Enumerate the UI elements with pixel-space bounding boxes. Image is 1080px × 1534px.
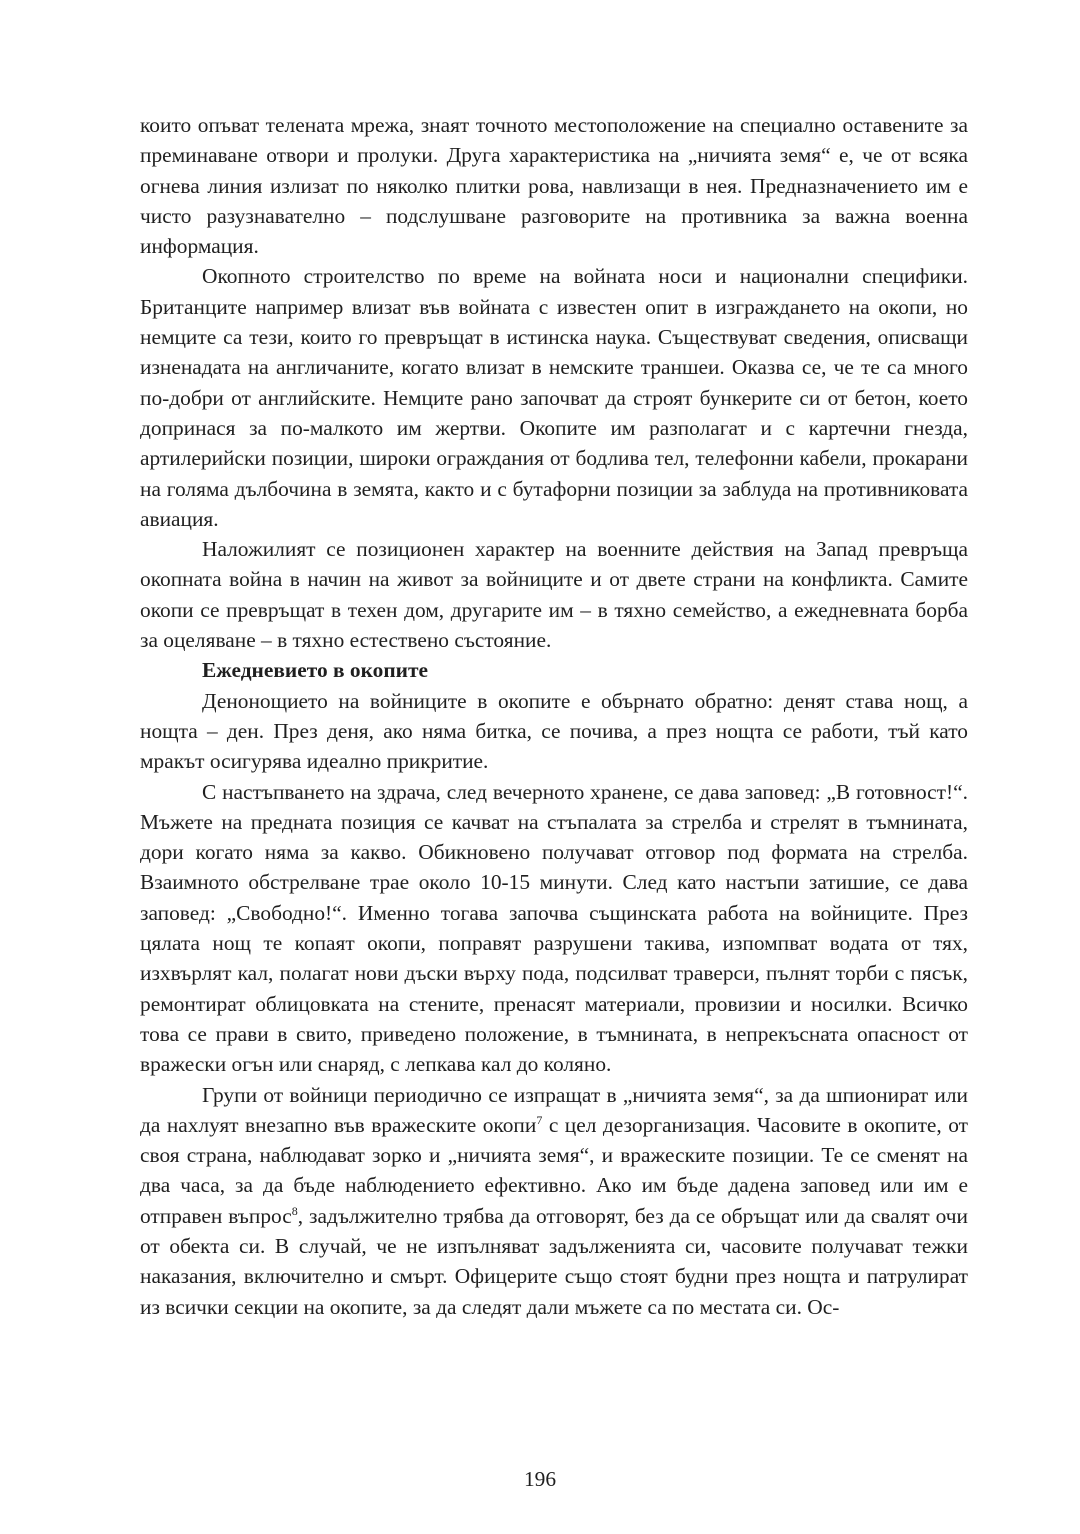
paragraph-6-part-1: Групи от войници периодично се изпращат в „ничията земя“, за да шпионират или да нахлуят внезапно във вражеските окопи [140, 1082, 968, 1137]
paragraph-5: С настъпването на здрача, след вечерното хранене, се дава заповед: „В готовност!“. Мъжете на предната позиция се качват на стъпалата за стрелба и стрелят в тъмнината, дори когато няма за какво. Обикновено получават отговор под формата на стрелба. Взаимното обстрелване трае около 10-15 минути. След като настъпи затишие, се дава заповед: „Свободно!“. Именно тогава започва същинската работа на войниците. През цялата нощ те копаят окопи, поправят разрушени такива, изпомпват водата от тях, изхвърлят кал, полагат нови дъски върху пода, подсилват траверси, пълнят торби с пясък, ремонтират облицовката на стените, пренасят материали, провизии и носилки. Всичко това се прави в свито, приведено положение, в тъмнината, в непрекъсната опасност от вражески огън или снаряд, с лепкава кал до коляно. [140, 779, 968, 1077]
paragraph-6-part-3: , задължително трябва да отговорят, без да се обръщат или да свалят очи от обекта си. В случай, че не изпълняват задълженията си, часовите получават тежки наказания, включително и смърт. Офицерите също стоят будни през нощта и патрулират из всички секции на окопите, за да следят дали мъжете са по местата си. Ос- [140, 1203, 968, 1319]
paragraph-4: Денонощието на войниците в окопите е обърнато обратно: денят става нощ, а нощта – ден. През деня, ако няма битка, се почива, а през нощта се работи, тъй като мракът осигурява идеално прикритие. [140, 688, 968, 774]
page-number: 196 [523, 1467, 557, 1491]
paragraph-6 [140, 1080, 968, 1322]
footnote-ref-8[interactable]: 8 [291, 1203, 298, 1218]
paragraph-2: Окопното строителство по време на войната носи и национални специфики. Британците например влизат във войната с известен опит в изграждането на окопи, но немците са тези, които го превръщат в истинска наука. Съществуват сведения, описващи изненадата на англичаните, когато влизат в немските траншеи. Оказва се, че те са много по-добри от английските. Немците рано започват да строят бункерите си от бетон, което допринася за по-малкото им жертви. Окопите им разполагат и с картечни гнезда, артилерийски позиции, широки ограждания от бодлива тел, телефонни кабели, прокарани на голяма дълбочина в земята, както и с бутафорни позиции за заблуда на противниковата авиация. [140, 264, 968, 531]
paragraph-3: Наложилият се позиционен характер на военните действия на Запад превръща окопната война в начин на живот за войниците и от двете страни на конфликта. Самите окопи се превръщат в техен дом, другарите им – в тяхно семейство, а ежедневната борба за оцеляване – в тяхно естествено състояние. [140, 537, 968, 653]
footnote-ref-7[interactable]: 7 [536, 1112, 543, 1127]
body-text [140, 110, 968, 1322]
section-heading: Ежедневието в окопите [202, 658, 428, 683]
paragraph-6-part-2: с цел дезорганизация. Часовите в окопите, от своя страна, наблюдават зорко и „ничията земя“, и вражеските позиции. Те се сменят на два часа, за да бъде наблюдението ефективно. Ако им бъде дадена заповед или им е отправен въпрос [140, 1112, 969, 1228]
paragraph-1: които опъват телената мрежа, знаят точното местоположение на специално оставените за преминаване отвори и пролуки. Друга характеристика на „ничията земя“ е, че от всяка огнева линия излизат по няколко плитки рова, навлизащи в нея. Предназначението им е чисто разузнавателно – подслушване разговорите на противника за важна военна информация. [140, 113, 968, 259]
